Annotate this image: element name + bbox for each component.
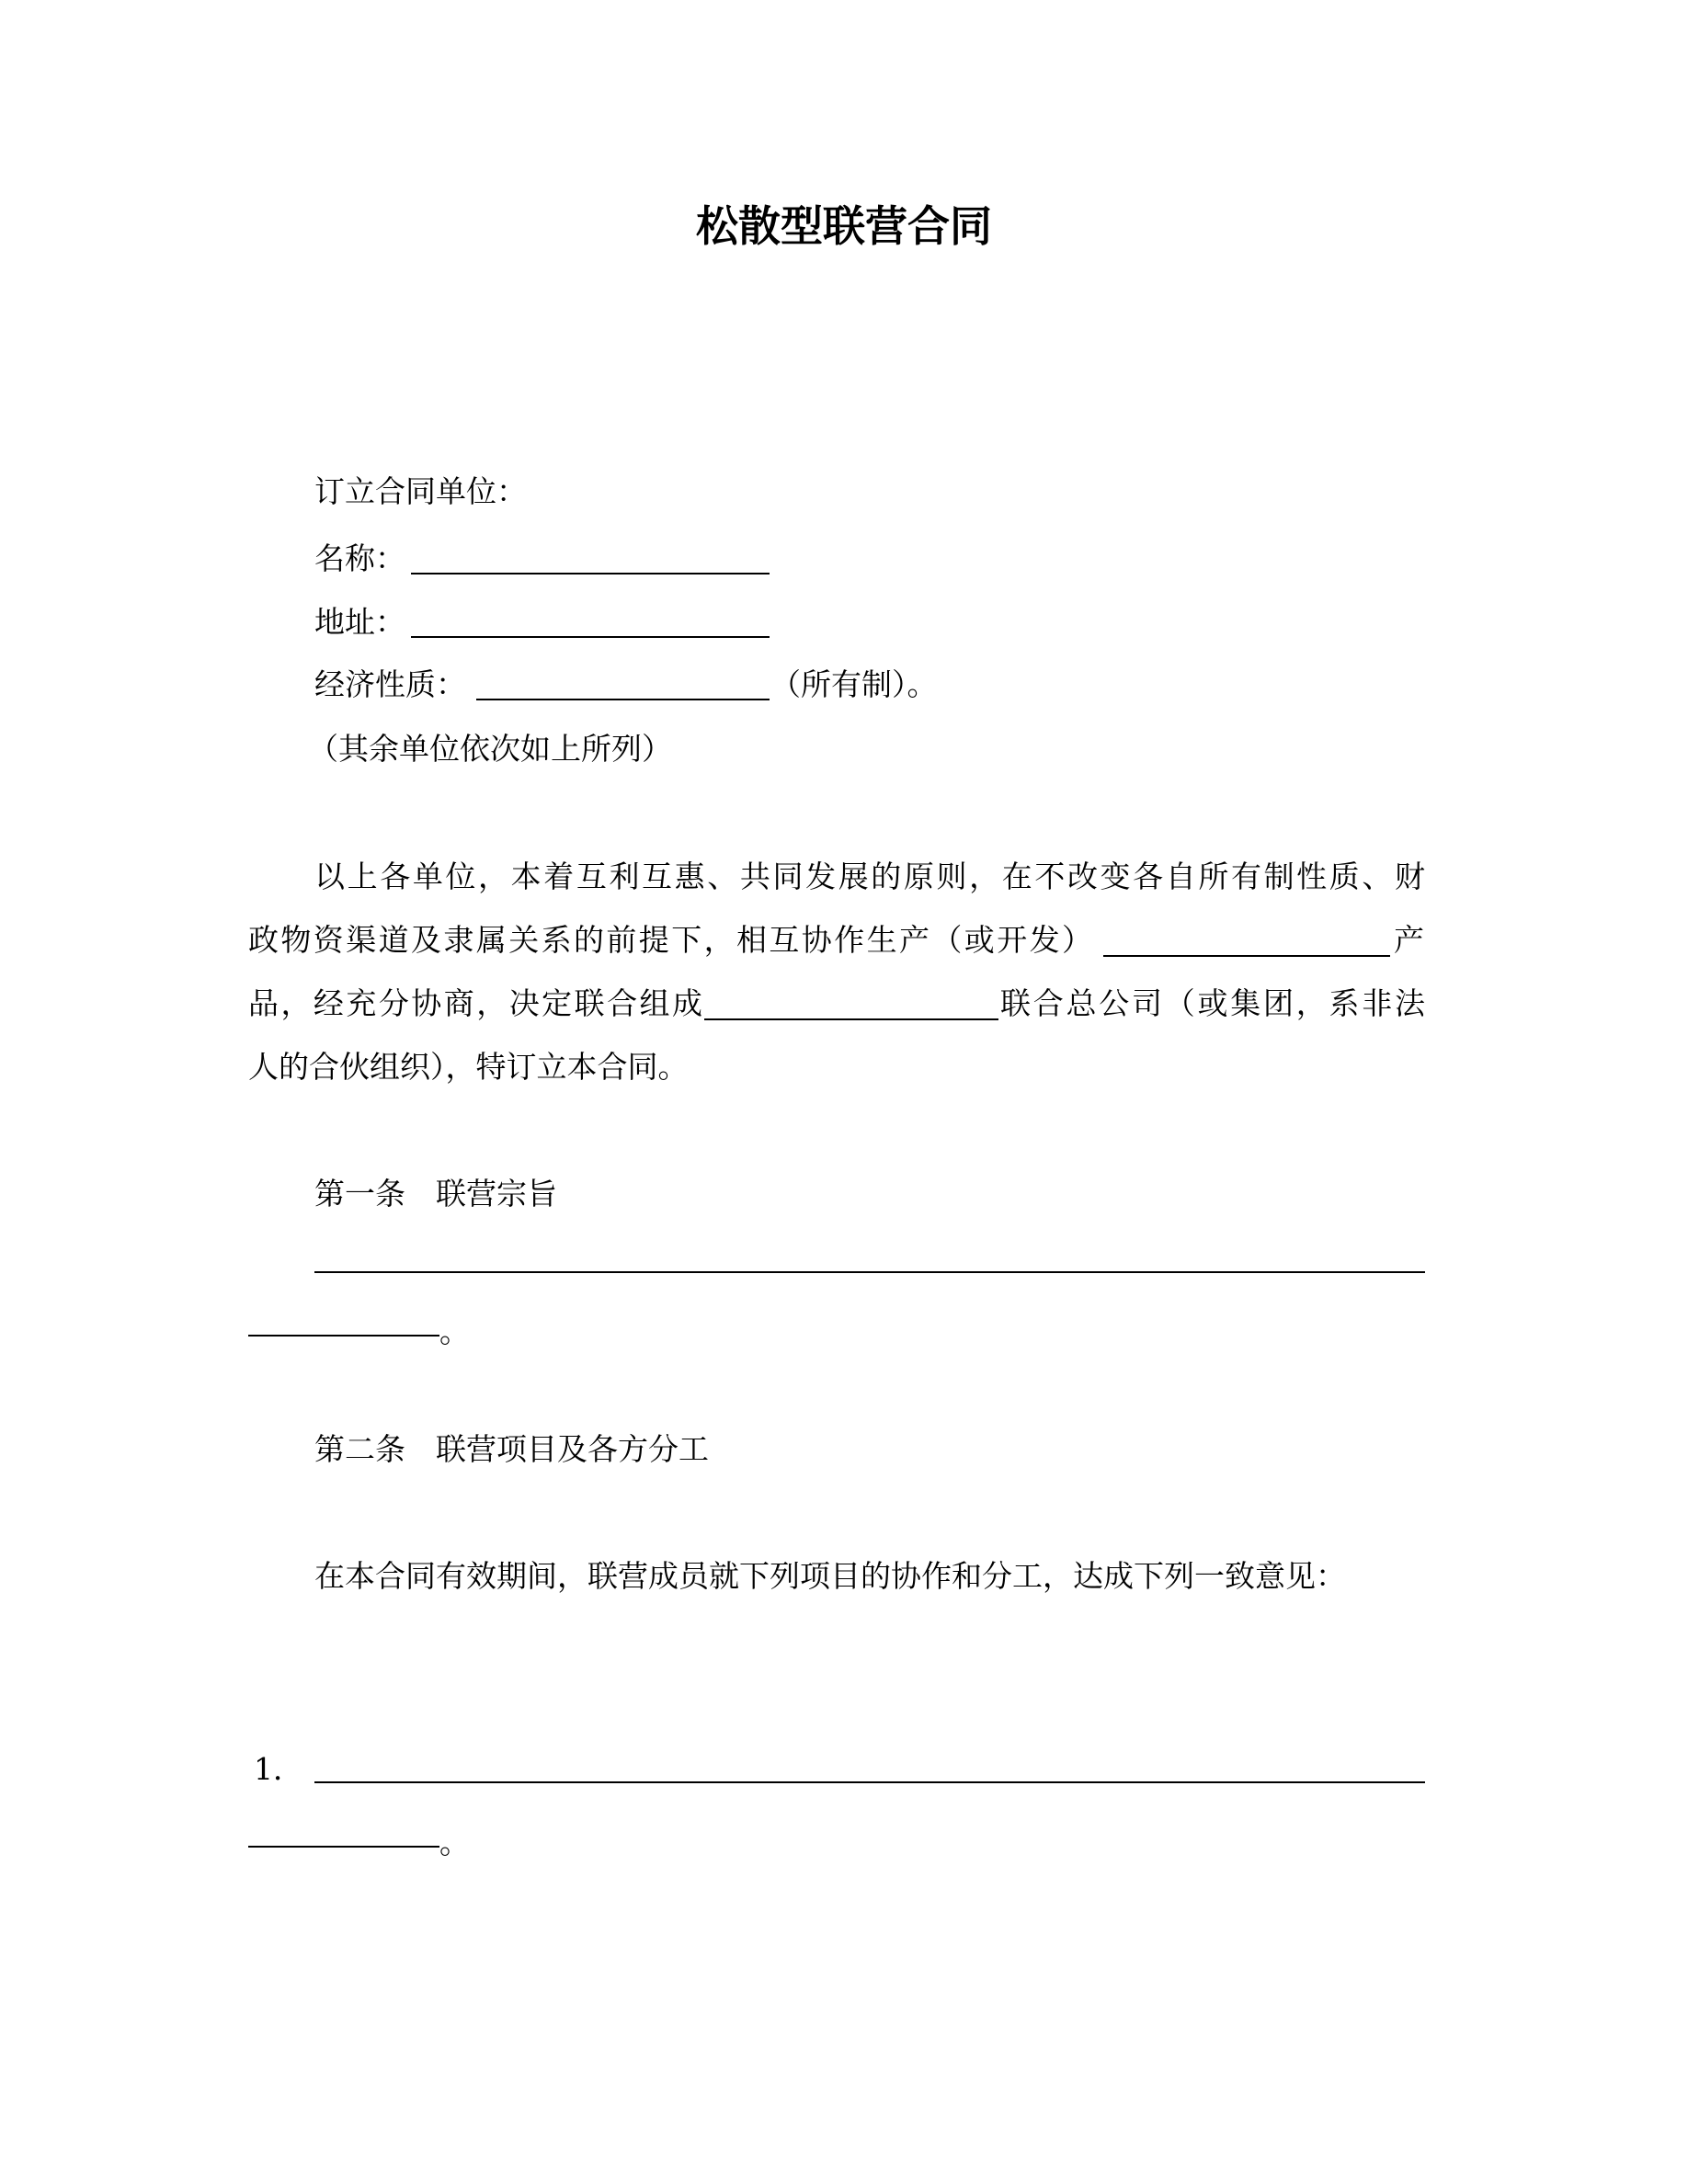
article-2-intro: 在本合同有效期间，联营成员就下列项目的协作和分工，达成下列一致意见： [314, 1558, 1346, 1594]
article-1-end: 。 [439, 1314, 470, 1349]
preamble-line-2-end: 产 [1394, 922, 1424, 958]
name-blank [411, 573, 770, 574]
company-blank [704, 1018, 998, 1020]
item-1-end: 。 [439, 1825, 470, 1860]
preamble-line-3: 品，经充分协商，决定联合组成 [248, 985, 702, 1021]
article-2-heading: 第二条 联营项目及各方分工 [314, 1431, 709, 1467]
article-1-blank-2 [248, 1335, 439, 1337]
parties-heading: 订立合同单位： [314, 473, 527, 509]
nature-suffix: （所有制）。 [770, 666, 938, 702]
article-1-blank-1 [314, 1271, 1425, 1273]
address-blank [411, 636, 770, 638]
article-1-heading: 第一条 联营宗旨 [314, 1176, 557, 1211]
name-label: 名称： [314, 540, 405, 576]
parties-note: （其余单位依次如上所列） [308, 731, 672, 767]
nature-label: 经济性质： [314, 666, 466, 702]
preamble-line-2: 政物资渠道及隶属关系的前提下，相互协作生产（或开发） [248, 922, 1092, 958]
document-title: 松散型联营合同 [696, 201, 992, 251]
item-1-blank-1 [314, 1781, 1425, 1783]
preamble-line-3-end: 联合总公司（或集团，系非法 [1000, 985, 1425, 1021]
preamble-line-4: 人的合伙组织），特订立本合同。 [248, 1049, 689, 1085]
item-1-blank-2 [248, 1846, 439, 1848]
product-blank [1103, 955, 1390, 957]
address-label: 地址： [314, 604, 405, 640]
nature-blank [476, 699, 770, 700]
item-1-label: 1． [254, 1751, 303, 1787]
preamble-line-1: 以上各单位，本着互利互惠、共同发展的原则，在不改变各自所有制性质、财 [314, 859, 1425, 894]
